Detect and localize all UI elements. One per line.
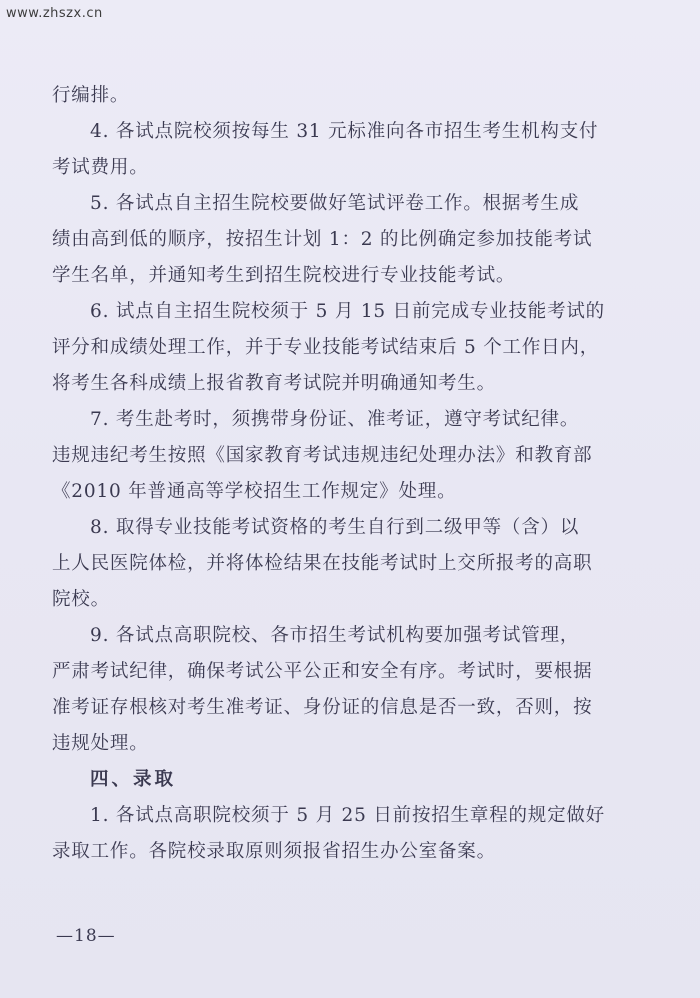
- text-line: 1. 各试点高职院校须于 5 月 25 日前按招生章程的规定做好: [90, 805, 605, 826]
- text-line: 准考证存根核对考生准考证、身份证的信息是否一致，否则，按: [52, 697, 593, 718]
- paragraph-item-8: [52, 510, 642, 618]
- paragraph-item-4: [52, 114, 642, 186]
- text-line: 5. 各试点自主招生院校要做好笔试评卷工作。根据考生成: [90, 193, 580, 214]
- text-line: 8. 取得专业技能考试资格的考生自行到二级甲等（含）以: [90, 517, 580, 538]
- text-line: 评分和成绩处理工作，并于专业技能考试结束后 5 个工作日内，: [52, 337, 600, 358]
- text-line: 院校。: [52, 589, 110, 610]
- text-line: 学生名单，并通知考生到招生院校进行专业技能考试。: [52, 265, 516, 286]
- paragraph-admission-1: [52, 798, 642, 870]
- text-line: 违规处理。: [52, 733, 149, 754]
- text-line: 4. 各试点院校须按每生 31 元标准向各市招生考生机构支付: [90, 121, 599, 142]
- text-line: 严肃考试纪律，确保考试公平公正和安全有序。考试时，要根据: [52, 661, 593, 682]
- text-line: 上人民医院体检，并将体检结果在技能考试时上交所报考的高职: [52, 553, 593, 574]
- page-number: —18—: [56, 926, 116, 946]
- text-line: 7. 考生赴考时，须携带身份证、准考证，遵守考试纪律。: [90, 409, 580, 430]
- text-line: 6. 试点自主招生院校须于 5 月 15 日前完成专业技能考试的: [90, 301, 605, 322]
- section-heading: [52, 762, 642, 798]
- watermark: www.zhszx.cn: [6, 6, 103, 21]
- paragraph-continuation: [52, 78, 642, 114]
- text-line: 9. 各试点高职院校、各市招生考试机构要加强考试管理，: [90, 625, 580, 646]
- paragraph-item-6: [52, 294, 642, 402]
- section-heading-admission: 四、录取: [90, 769, 177, 790]
- paragraph-item-7: [52, 402, 642, 510]
- text-line: 录取工作。各院校录取原则须报省招生办公室备案。: [52, 841, 496, 862]
- paragraph-item-9: [52, 618, 642, 762]
- document-body: [52, 78, 642, 870]
- text-line: 《2010 年普通高等学校招生工作规定》处理。: [52, 481, 457, 502]
- text-line: 违规违纪考生按照《国家教育考试违规违纪处理办法》和教育部: [52, 445, 593, 466]
- text-line: 将考生各科成绩上报省教育考试院并明确通知考生。: [52, 373, 496, 394]
- text-line: 行编排。: [52, 85, 130, 106]
- paragraph-item-5: [52, 186, 642, 294]
- text-line: 绩由高到低的顺序，按招生计划 1：2 的比例确定参加技能考试: [52, 229, 593, 250]
- text-line: 考试费用。: [52, 157, 149, 178]
